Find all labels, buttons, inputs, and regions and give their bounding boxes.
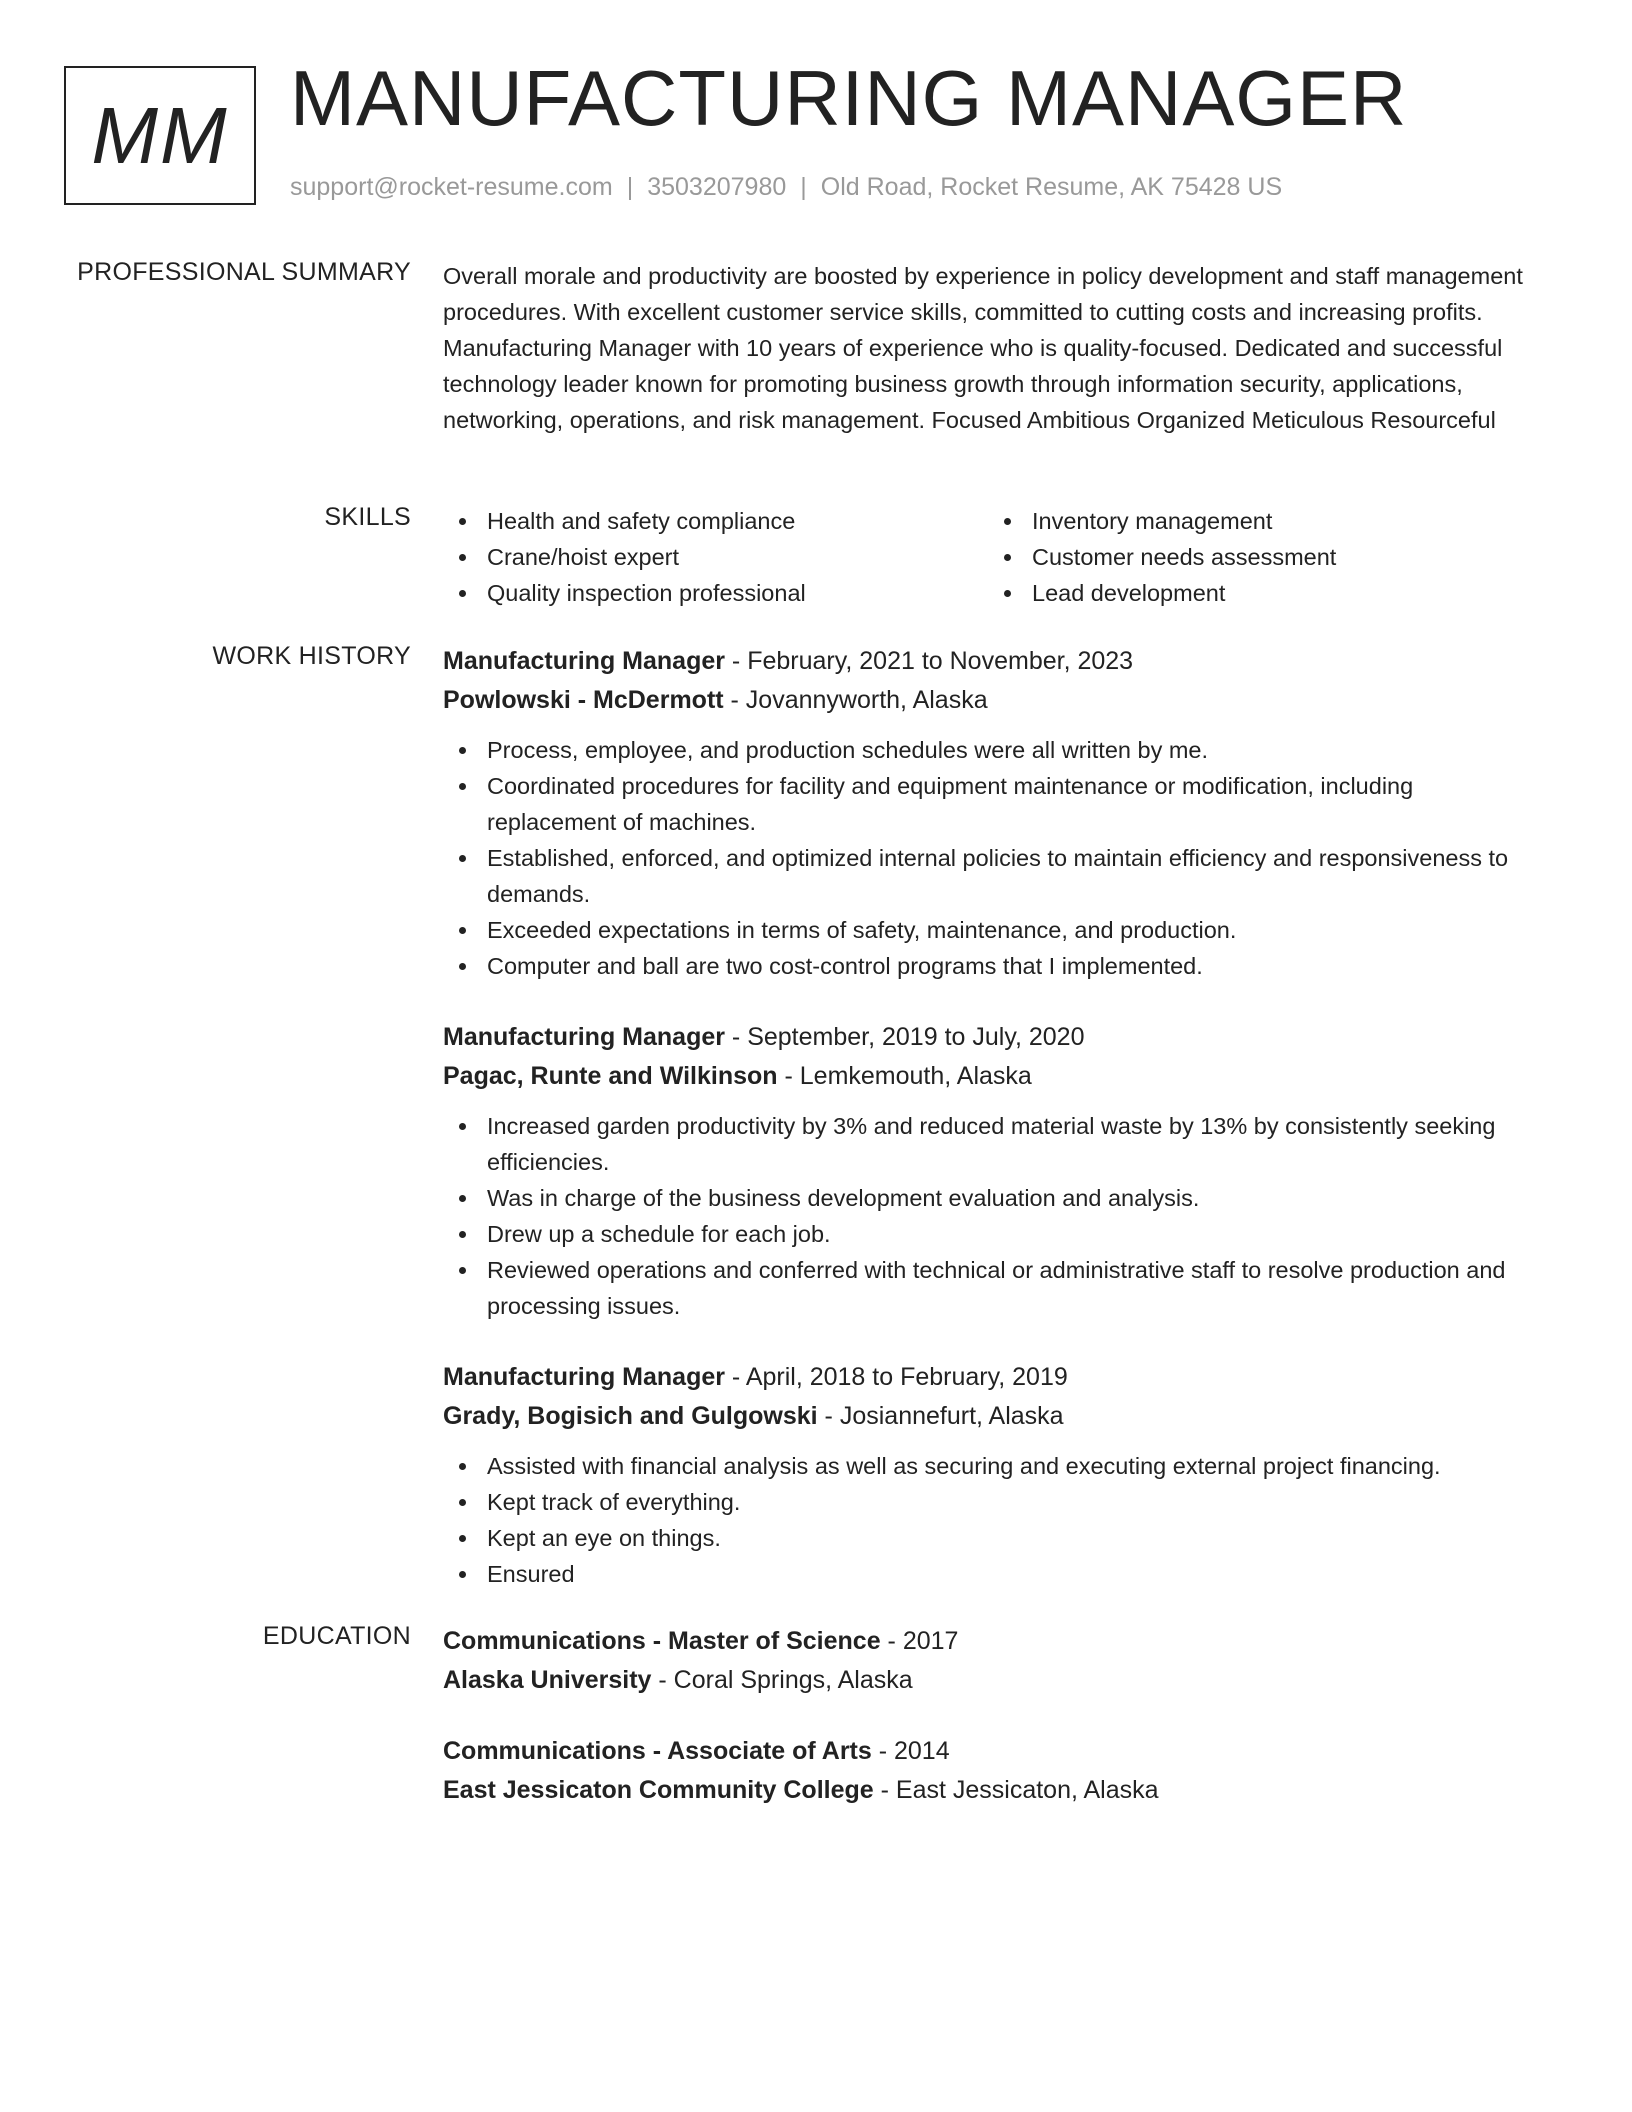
job-company-line <box>443 1397 1543 1436</box>
skills-body <box>443 503 1543 611</box>
job-title-line <box>443 1358 1543 1397</box>
contact-address: Old Road, Rocket Resume, AK 75428 US <box>820 173 1283 201</box>
job-company-line <box>443 1057 1543 1096</box>
section-label-education: EDUCATION <box>262 1622 411 1650</box>
job-title: Manufacturing Manager <box>443 1363 725 1391</box>
edu-school-line <box>443 1661 1543 1700</box>
job-bullet: Established, enforced, and optimized internal policies to maintain efficiency and responsiveness to demands. <box>443 840 1543 912</box>
edu-year: - 2017 <box>880 1627 959 1655</box>
job-entry <box>443 1018 1543 1324</box>
edu-location: - East Jessicaton, Alaska <box>873 1776 1159 1804</box>
work-body <box>443 642 1543 1626</box>
education-body <box>443 1622 1543 1842</box>
section-label-work: WORK HISTORY <box>212 642 411 670</box>
contact-line <box>290 173 1282 202</box>
job-company-line <box>443 681 1543 720</box>
job-bullet: Was in charge of the business development evaluation and analysis. <box>443 1180 1543 1216</box>
contact-separator: | <box>800 173 807 201</box>
job-location: - Josiannefurt, Alaska <box>817 1402 1064 1430</box>
edu-school: East Jessicaton Community College <box>443 1776 874 1804</box>
job-bullet: Assisted with financial analysis as well as securing and executing external project financing. <box>443 1448 1543 1484</box>
job-company: Grady, Bogisich and Gulgowski <box>443 1402 818 1430</box>
job-bullet: Ensured <box>443 1556 1543 1592</box>
job-location: - Lemkemouth, Alaska <box>777 1062 1032 1090</box>
monogram-box <box>64 66 256 205</box>
skill-item: Health and safety compliance <box>443 503 988 539</box>
summary-text: Overall morale and productivity are boosted by experience in policy development and staff management procedures. With excellent customer service skills, committed to cutting costs and increasing profits. Manufacturing Manager with 10 years of experience who is quality-focused. Dedicated and successful technology leader known for promoting business growth through information security, applications, networking, operations, and risk management. Focused Ambitious Organized Meticulous Resourceful <box>443 263 1523 433</box>
job-company: Pagac, Runte and Wilkinson <box>443 1062 778 1090</box>
skill-item: Customer needs assessment <box>988 539 1533 575</box>
job-title-line <box>443 1018 1543 1057</box>
job-company: Powlowski - McDermott <box>443 686 724 714</box>
skill-item: Quality inspection professional <box>443 575 988 611</box>
job-bullets <box>443 1108 1543 1324</box>
edu-year: - 2014 <box>871 1737 950 1765</box>
job-entry <box>443 642 1543 984</box>
job-title: Manufacturing Manager <box>443 647 725 675</box>
section-label-skills: SKILLS <box>324 503 411 531</box>
job-bullet: Coordinated procedures for facility and equipment maintenance or modification, including replacement of machines. <box>443 768 1543 840</box>
edu-school: Alaska University <box>443 1666 652 1694</box>
section-label-summary: PROFESSIONAL SUMMARY <box>77 258 411 286</box>
job-dates: - September, 2019 to July, 2020 <box>724 1023 1085 1051</box>
contact-email: support@rocket-resume.com <box>290 173 613 201</box>
edu-location: - Coral Springs, Alaska <box>651 1666 913 1694</box>
job-dates: - February, 2021 to November, 2023 <box>724 647 1134 675</box>
skill-item: Inventory management <box>988 503 1533 539</box>
job-bullet: Computer and ball are two cost-control programs that I implemented. <box>443 948 1543 984</box>
edu-degree-line <box>443 1732 1543 1771</box>
job-dates: - April, 2018 to February, 2019 <box>724 1363 1068 1391</box>
education-entry <box>443 1622 1543 1700</box>
skills-list-left <box>443 503 988 611</box>
edu-degree: Communications - Master of Science <box>443 1627 881 1655</box>
job-title: Manufacturing Manager <box>443 1023 725 1051</box>
job-bullet: Reviewed operations and conferred with technical or administrative staff to resolve production and processing issues. <box>443 1252 1543 1324</box>
edu-degree: Communications - Associate of Arts <box>443 1737 872 1765</box>
job-title-line <box>443 642 1543 681</box>
job-bullet: Exceeded expectations in terms of safety, maintenance, and production. <box>443 912 1543 948</box>
contact-separator: | <box>626 173 634 201</box>
job-bullet: Kept an eye on things. <box>443 1520 1543 1556</box>
education-entry <box>443 1732 1543 1810</box>
edu-school-line <box>443 1771 1543 1810</box>
resume-name: MANUFACTURING MANAGER <box>290 54 1408 142</box>
monogram-initials: MM <box>91 90 229 180</box>
summary-body <box>443 258 1543 438</box>
job-location: - Jovannyworth, Alaska <box>723 686 988 714</box>
skill-item: Lead development <box>988 575 1533 611</box>
skill-item: Crane/hoist expert <box>443 539 988 575</box>
job-bullet: Drew up a schedule for each job. <box>443 1216 1543 1252</box>
job-bullet: Kept track of everything. <box>443 1484 1543 1520</box>
contact-phone: 3503207980 <box>647 173 787 201</box>
job-bullets <box>443 1448 1543 1592</box>
edu-degree-line <box>443 1622 1543 1661</box>
job-bullet: Process, employee, and production schedules were all written by me. <box>443 732 1543 768</box>
job-bullet: Increased garden productivity by 3% and reduced material waste by 13% by consistently seeking efficiencies. <box>443 1108 1543 1180</box>
skills-list-right <box>988 503 1533 611</box>
job-bullets <box>443 732 1543 984</box>
job-entry <box>443 1358 1543 1592</box>
